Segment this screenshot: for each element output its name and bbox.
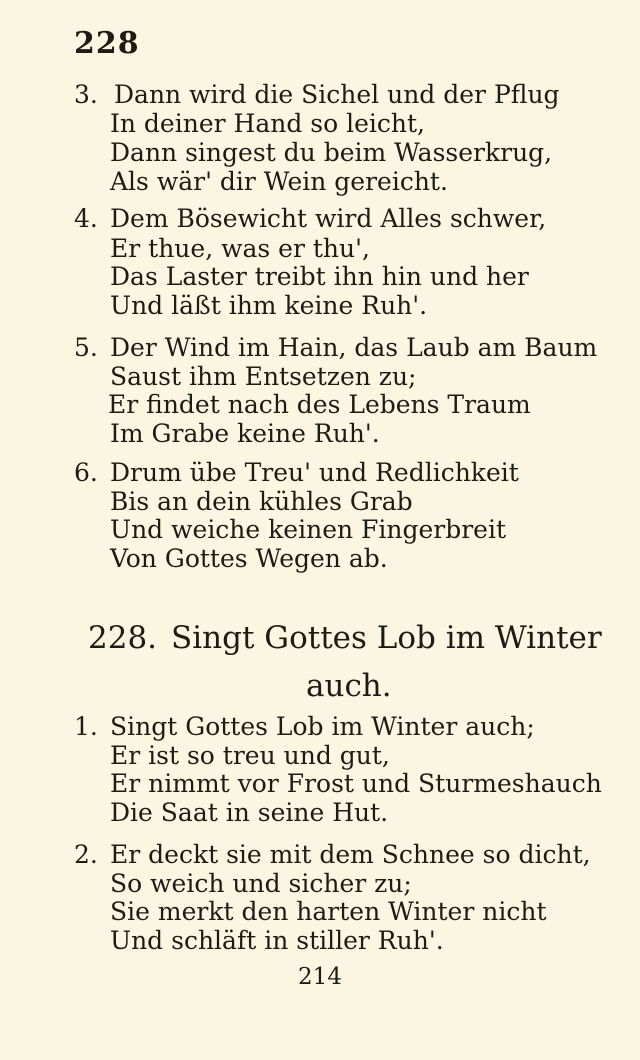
stanza-number: 3.	[74, 80, 98, 109]
verse-line: Im Grabe keine Ruh'.	[110, 419, 380, 448]
verse-line: Er deckt sie mit dem Schnee so dicht,	[110, 840, 591, 869]
verse-line: Als wär' dir Wein gereicht.	[110, 167, 448, 196]
page-number: 214	[298, 964, 342, 990]
verse-line: In deiner Hand so leicht,	[110, 109, 425, 138]
stanza-number: 6.	[74, 458, 98, 487]
verse-line: Das Laster treibt ihn hin und her	[110, 262, 529, 291]
hymn-number: 228.	[88, 620, 158, 656]
verse-line: Er thue, was er thu',	[110, 234, 370, 263]
verse-line: Und weiche keinen Fingerbreit	[110, 515, 507, 544]
verse-line: Und schläft in stiller Ruh'.	[110, 926, 444, 955]
verse-line: Dann singest du beim Wasserkrug,	[110, 138, 553, 167]
stanza-number: 5.	[74, 333, 98, 362]
hymn-title-line-2: auch.	[306, 668, 392, 704]
hymn-title-line-1: Singt Gottes Lob im Winter	[171, 620, 602, 656]
stanza-number: 1.	[74, 712, 98, 741]
verse-line: So weich und sicher zu;	[110, 869, 412, 898]
verse-line: Die Saat in seine Hut.	[110, 798, 389, 827]
stanza-number: 4.	[74, 204, 98, 233]
verse-line: Von Gottes Wegen ab.	[110, 544, 388, 573]
verse-line: Der Wind im Hain, das Laub am Baum	[110, 333, 598, 362]
verse-line: Dem Bösewicht wird Alles schwer,	[110, 204, 547, 233]
hymn-title	[88, 614, 608, 704]
verse-line: Und läßt ihm keine Ruh'.	[110, 291, 428, 320]
verse-line: Dann wird die Sichel und der Pflug	[114, 80, 560, 109]
verse-line: Saust ihm Entsetzen zu;	[110, 362, 417, 391]
verse-line: Er ist so treu und gut,	[110, 741, 390, 770]
verse-line: Drum übe Treu' und Redlichkeit	[110, 458, 519, 487]
page-running-head: 228	[74, 26, 140, 61]
verse-line: Er findet nach des Lebens Traum	[108, 390, 531, 419]
verse-line: Er nimmt vor Frost und Sturmeshauch	[110, 769, 602, 798]
stanza-number: 2.	[74, 840, 98, 869]
verse-line: Sie merkt den harten Winter nicht	[110, 897, 547, 926]
verse-line: Singt Gottes Lob im Winter auch;	[110, 712, 535, 741]
verse-line: Bis an dein kühles Grab	[110, 487, 413, 516]
